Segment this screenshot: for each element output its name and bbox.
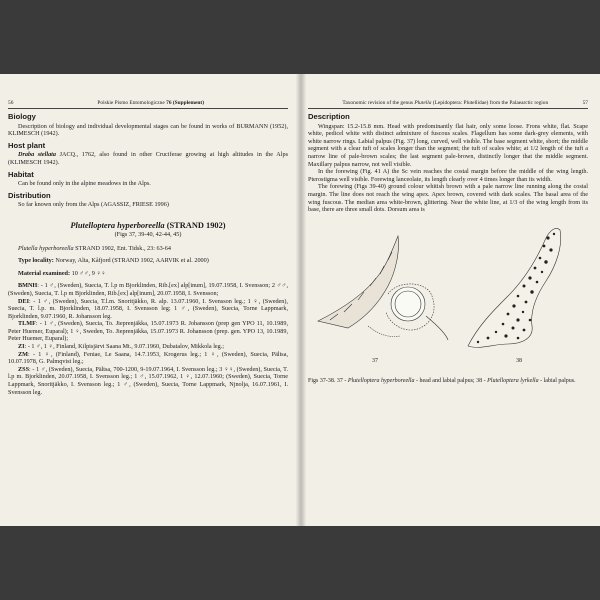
habitat-heading: Habitat	[8, 169, 34, 179]
distribution-text: So far known only from the Alps (AGASSIZ, FRIESE 1996)	[18, 201, 169, 209]
hostplant-text: Draba stellata JACQ., 1762, also found in other Cruciferae growing at high altitudes in the Alps (KLIMESCH 1942).	[8, 151, 288, 166]
biology-text: Description of biology and individual developmental stages can be found in works of BURMANN (1952), KLIMESCH (1942).	[8, 122, 288, 138]
record-entry: DEI: - 1 ♂, (Sweden), Suecia, T.l.m. Snoritjäkko, R. alp. 13.07.1960, I. Svensson leg.; 1 ♀, (Sweden), Suecia, T. l.p. m. Bjorklinden, 18.07.1958, I. Svensson leg; 1 ♂, (Sweden), Suecia, Torne Lappmark, Bjorklinden, 9.07.1960, R. Johansson leg.	[8, 297, 288, 320]
description-paragraph: In the forewing (Fig. 41 A) the Sc vein reaches the costal margin before the middle of the wing length. Pterostigma well visible. Forewing lanceolate, its length clearly over 4 times longer than its width.	[308, 168, 588, 183]
journal-title: Polskie Pismo Entomologiczne 76 (Supplement)	[97, 100, 205, 106]
record-entry: ZI: - 1 ♂, 1 ♀, Finland, Kilpisjärvi Saana Mt., 9.07.1960, Dubatalov, Mikkola leg.;	[18, 343, 225, 351]
fig-37-drawing	[318, 236, 448, 340]
left-running-header	[8, 100, 288, 109]
description-paragraph: Wingspan: 15.2-15.8 mm. Head with predominantly flat hair, only some loose. Frons white, flat. Scape white, pedicel white with distinct admixture of fuscous scales. Flagellum has some dark-grey elements, with white narrow rings. Labial palpus (Fig. 37) long, curved, well visible. The base segment white, short; the middle segment with a clear tuft of scales longer than the segment; the tuft of scales white; at 1/2 length of the tuft a narrow line of pale-brown scales; the last segment pale-brown, distinctly longer that the middle segment. Maxillary palpus narrow, not well visible.	[308, 122, 588, 168]
right-running-header	[308, 100, 588, 109]
records-list	[8, 282, 288, 396]
record-entry: TLMF: - 1 ♂, (Sweden), Suecia, To. Jieprenjäkka, 15.07.1973 R. Johansson (prep gen YPO 11, 10.1989, Peter Huemer, Euparal); 1 ♀, Sweden, To. Jieprenjäkka, 15.07.1973 R. Johansson (prep. gen. YPO 13, 10.1989, Peter Huemer, Euparal);	[8, 320, 288, 343]
description-heading: Description	[308, 112, 350, 121]
fig-38-label: 38	[516, 357, 522, 364]
fig-37-label: 37	[372, 357, 378, 364]
left-page	[8, 100, 288, 396]
material-examined: Material examined: 10 ♂♂, 9 ♀♀	[18, 269, 106, 277]
species-heading: Plutelloptera hyperboreella (STRAND 1902)	[70, 220, 226, 230]
hostplant-heading: Host plant	[8, 140, 46, 150]
right-page-number: 57	[582, 100, 588, 106]
habitat-text: Can be found only in the alpine meadows in the Alps.	[18, 180, 151, 188]
left-page-number: 56	[8, 100, 14, 106]
record-entry: ZSS: - 1 ♂, (Sweden), Suecia, Pältsa, 700-1200, 9-19.07.1964, I. Svensson leg.; 3 ♀♀, (Sweden), Suecia, T. l.p m. Bjorklinden, 20.07.1958, I. Svensson leg.; 1 ♂, 15.07.1962, 1 ♀, 12.07.1960; (Sweden), Suecia, Torne Lappmark, Snoritjäkko, I. Svensson leg.; 1 ♂, (Sweden), Suecia, Torne Lappmark, Njnolja, 16.07.1961, I. Svensson leg.	[8, 365, 288, 396]
fig-38-drawing	[468, 228, 561, 347]
record-entry: ZM: - 1 ♀, (Finland), Feniae, Le Saana, 14.7.1953, Krogerus leg.; 1 ♀, (Sweden), Suecia, Pältsa, 10.07.1978, G. Palmqvist leg.;	[8, 350, 288, 366]
synonym-line: Plutella hyperboreella STRAND 1902, Ent. Tidsk., 23: 63-64	[18, 244, 171, 252]
type-locality: Type locality: Norway, Alta, Kåfjord (STRAND 1902, AARVIK et al. 2000)	[18, 257, 209, 265]
record-entry: BMNH: - 1 ♂, (Sweden), Suecia, T. l.p m Bjorklinden, Rib.[ex] alp[inum], 19.07.1958, I. Svensson; 2 ♂♂, (Sweden), Suecia, T. l.p m Bjorklinden, Rib.[ex] alp[inum], 20.07.1958, I. Svensson;	[8, 282, 288, 297]
distribution-heading: Distribution	[8, 190, 51, 200]
description-paragraph: The forewing (Figs 39-40) ground colour whitish brown with a pale narrow line running along the costal margin. The line does not reach the wing apex. Apex brown, covered with dark scales. The basal area of the wing fuscous. The median area white-brown, glittering. Near the white line, at 1/3 of the wing length from its base, there are three small dots. Dorsum area is	[308, 183, 588, 214]
figure-caption: Figs 37-38. 37 - Plutelloptera hyperboreella - head and labial palpus; 38 - Plutelloptera lyrkella - labial palpus.	[308, 377, 576, 384]
article-title: Taxonomic revision of the genus Plutella (Lepidoptera: Plutellidae) from the Palaearctic region	[342, 100, 549, 106]
book-gutter	[296, 74, 306, 526]
species-figs: (Figs 37, 39-40, 42-44, 45)	[114, 230, 182, 238]
right-page	[308, 100, 588, 385]
biology-heading: Biology	[8, 112, 36, 121]
palpus-drawings	[308, 216, 588, 366]
figure-37-38	[308, 216, 588, 376]
